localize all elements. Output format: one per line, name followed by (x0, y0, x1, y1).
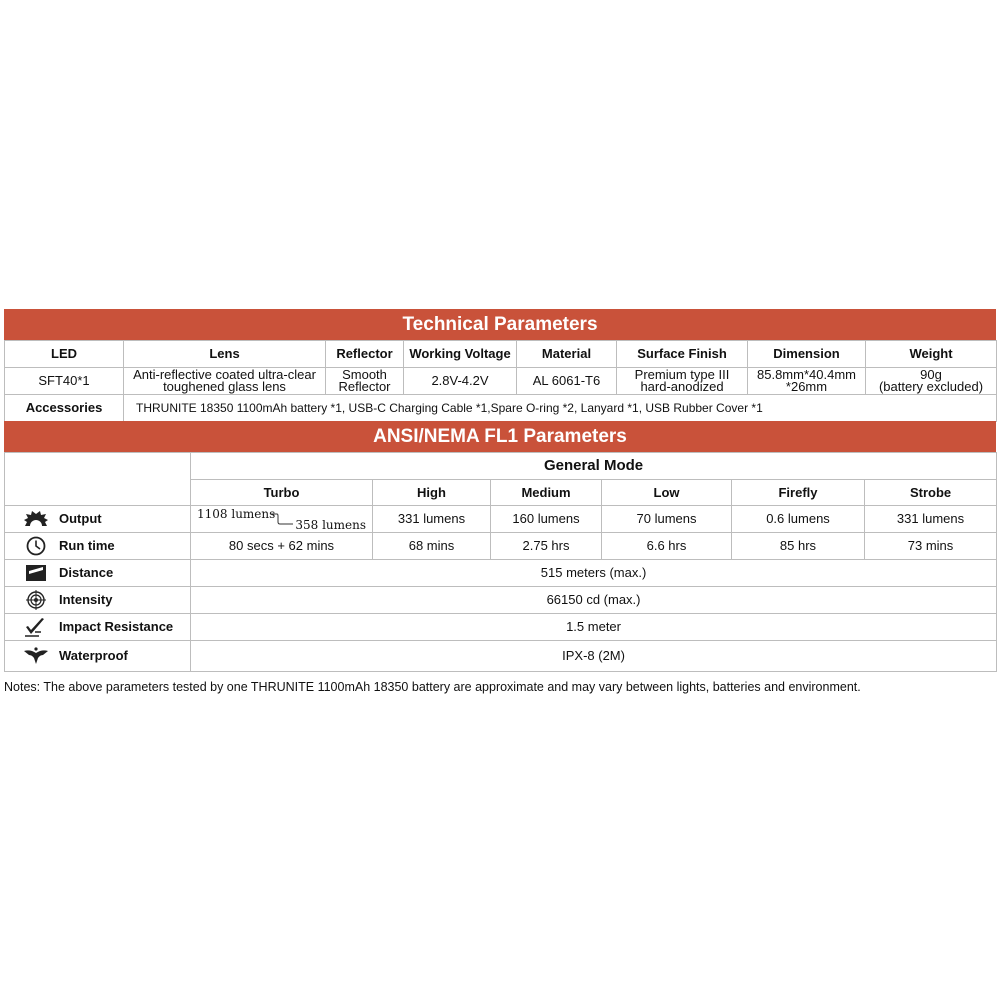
value-finish-line1: Premium type III (634, 367, 730, 382)
runtime-high: 68 mins (373, 533, 491, 560)
waterproof-label-cell (5, 641, 191, 672)
ansi-parameters-title: ANSI/NEMA FL1 Parameters (373, 425, 627, 447)
ansi-parameters-table (4, 452, 997, 672)
header-dimension: Dimension (748, 341, 866, 368)
value-lens (124, 368, 326, 395)
value-lens-line1: Anti-reflective coated ultra-clear (133, 367, 316, 382)
value-reflector-line1: Smooth (342, 367, 387, 382)
footnote: Notes: The above parameters tested by one THRUNITE 1100mAh 18350 battery are approximate and may vary between lights, batteries and environment. (4, 680, 861, 694)
distance-row (5, 560, 997, 587)
header-lens: Lens (124, 341, 326, 368)
value-dimension (748, 368, 866, 395)
value-lens-line2: toughened glass lens (163, 379, 286, 394)
general-mode-row (5, 453, 997, 480)
mode-medium: Medium (491, 480, 602, 506)
runtime-label-cell (5, 533, 191, 560)
sunburst-icon (23, 509, 49, 529)
value-reflector (326, 368, 404, 395)
tech-values-row (5, 368, 997, 395)
mode-firefly: Firefly (732, 480, 865, 506)
value-finish (617, 368, 748, 395)
value-material: AL 6061-T6 (517, 368, 617, 395)
waterproof-row (5, 641, 997, 672)
distance-value: 515 meters (max.) (191, 560, 997, 587)
output-medium: 160 lumens (491, 506, 602, 533)
output-label: Output (59, 511, 102, 526)
header-surface-finish: Surface Finish (617, 341, 748, 368)
crosshair-target-icon (23, 590, 49, 610)
output-high: 331 lumens (373, 506, 491, 533)
runtime-low: 6.6 hrs (602, 533, 732, 560)
header-reflector: Reflector (326, 341, 404, 368)
runtime-row (5, 533, 997, 560)
impact-label-cell (5, 614, 191, 641)
output-row (5, 506, 997, 533)
runtime-medium: 2.75 hrs (491, 533, 602, 560)
output-low: 70 lumens (602, 506, 732, 533)
output-turbo-start: 1108 lumens (197, 507, 276, 521)
runtime-strobe: 73 mins (865, 533, 997, 560)
impact-value: 1.5 meter (191, 614, 997, 641)
technical-parameters-banner (4, 309, 996, 340)
header-material: Material (517, 341, 617, 368)
beam-distance-icon (23, 563, 49, 583)
mode-strobe: Strobe (865, 480, 997, 506)
value-reflector-line2: Reflector (338, 379, 391, 394)
runtime-turbo: 80 secs + 62 mins (191, 533, 373, 560)
water-drops-icon (23, 646, 49, 666)
header-led: LED (5, 341, 124, 368)
general-mode-title: General Mode (191, 453, 997, 480)
intensity-label: Intensity (59, 592, 113, 607)
distance-label: Distance (59, 565, 114, 580)
mode-turbo: Turbo (191, 480, 373, 506)
value-weight-line2: (battery excluded) (878, 379, 984, 394)
step-down-line-icon (271, 513, 293, 525)
value-dimension-line2: *26mm (785, 379, 828, 394)
technical-parameters-title: Technical Parameters (402, 313, 598, 335)
intensity-label-cell (5, 587, 191, 614)
impact-check-icon (23, 617, 49, 637)
value-led: SFT40*1 (5, 368, 124, 395)
ansi-parameters-banner (4, 421, 996, 452)
impact-row (5, 614, 997, 641)
header-working-voltage: Working Voltage (404, 341, 517, 368)
output-firefly: 0.6 lumens (732, 506, 865, 533)
mode-high: High (373, 480, 491, 506)
value-voltage: 2.8V-4.2V (404, 368, 517, 395)
value-dimension-line1: 85.8mm*40.4mm (757, 367, 856, 382)
value-finish-line2: hard-anodized (640, 379, 724, 394)
header-weight: Weight (866, 341, 997, 368)
intensity-value: 66150 cd (max.) (191, 587, 997, 614)
mode-low: Low (602, 480, 732, 506)
distance-label-cell (5, 560, 191, 587)
technical-parameters-table (4, 340, 997, 422)
accessories-text: THRUNITE 18350 1100mAh battery *1, USB-C Charging Cable *1,Spare O-ring *2, Lanyard *1, USB Rubber Cover *1 (124, 395, 997, 422)
intensity-row (5, 587, 997, 614)
waterproof-value: IPX-8 (2M) (191, 641, 997, 672)
output-label-cell (5, 506, 191, 533)
accessories-label: Accessories (5, 395, 124, 422)
value-weight-line1: 90g (920, 367, 942, 382)
waterproof-label: Waterproof (59, 648, 128, 663)
impact-label: Impact Resistance (59, 619, 174, 634)
output-strobe: 331 lumens (865, 506, 997, 533)
runtime-label: Run time (59, 538, 115, 553)
output-turbo (191, 506, 373, 533)
clock-icon (23, 536, 49, 556)
runtime-firefly: 85 hrs (732, 533, 865, 560)
accessories-row (5, 395, 997, 422)
value-weight (866, 368, 997, 395)
tech-header-row (5, 341, 997, 368)
output-turbo-end: 358 lumens (295, 518, 366, 532)
blank-corner-cell (5, 453, 191, 506)
